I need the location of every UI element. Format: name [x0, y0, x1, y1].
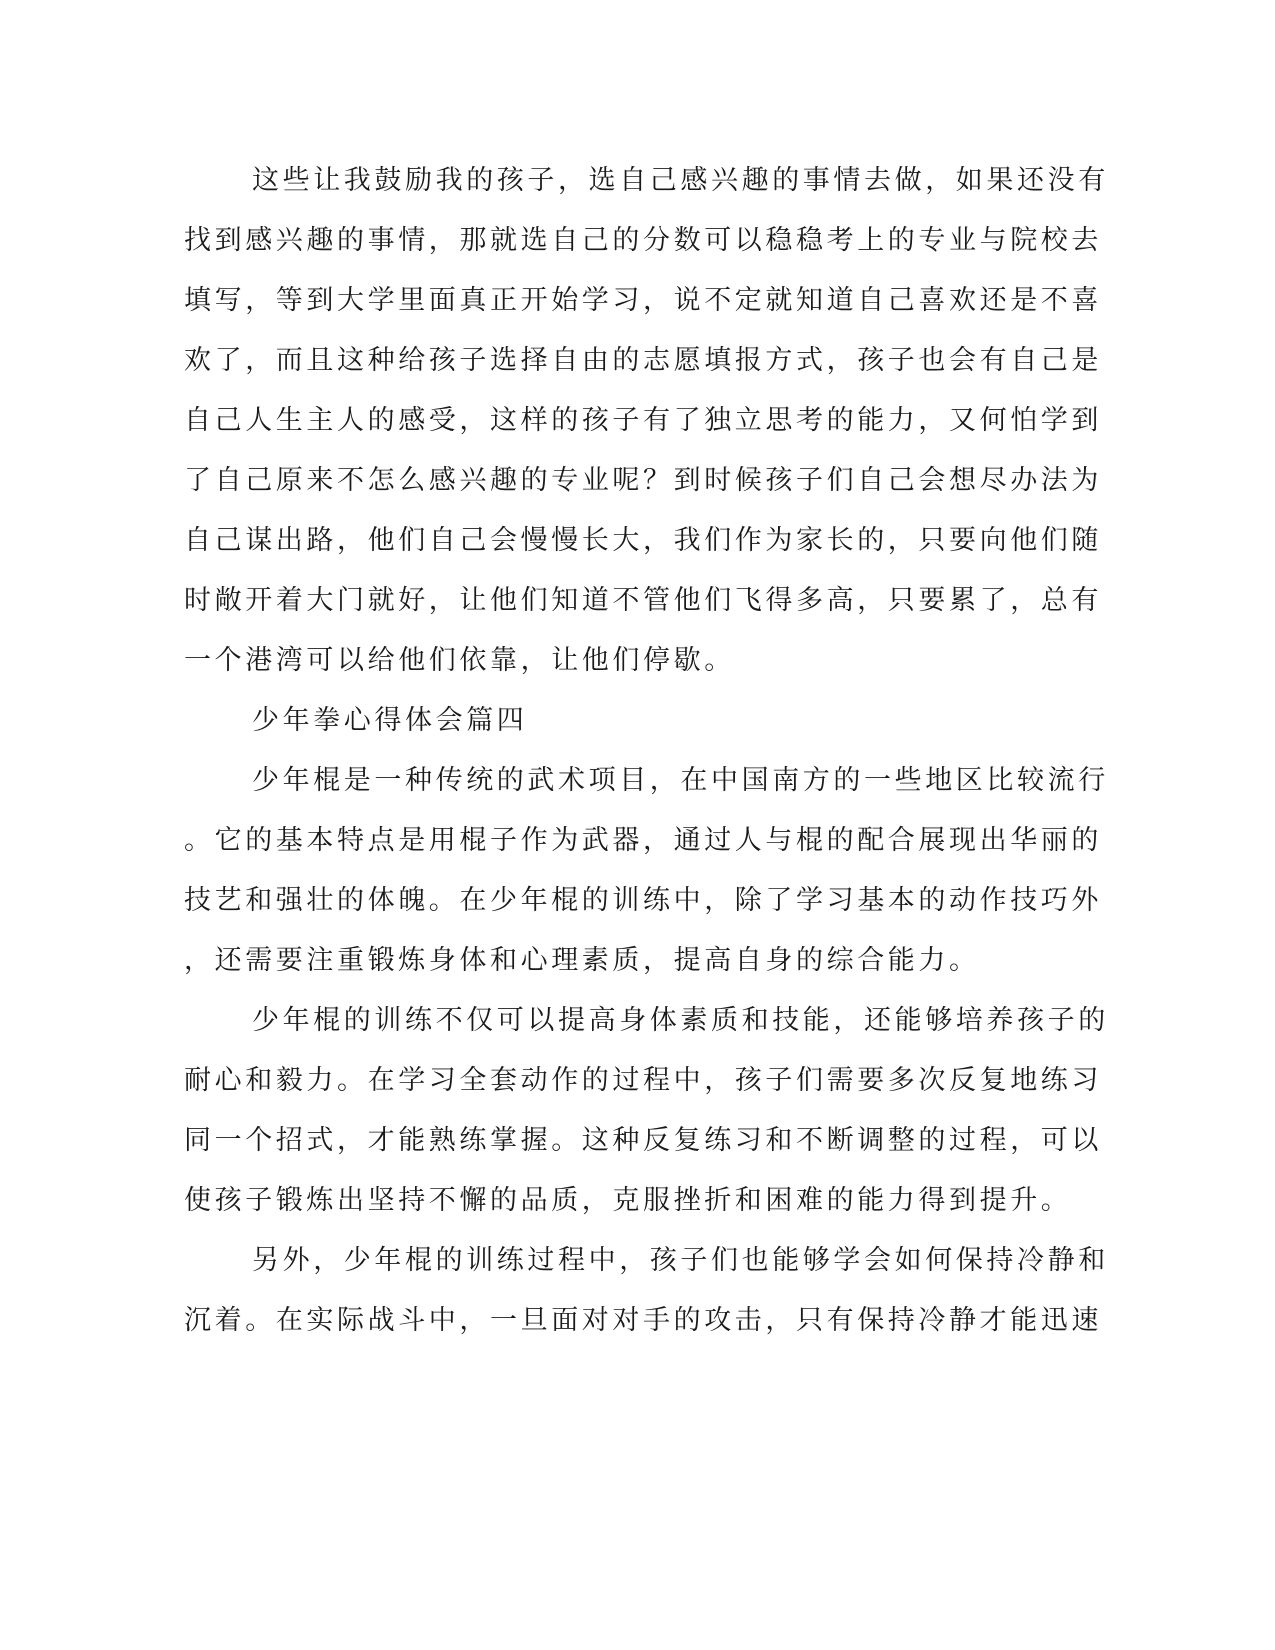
paragraph-line: 使孩子锻炼出坚持不懈的品质，克服挫折和困难的能力得到提升。	[184, 1185, 1072, 1216]
paragraph-line: 另外，少年棍的训练过程中，孩子们也能够学会如何保持冷静和	[252, 1245, 1109, 1276]
paragraph-line: 这些让我鼓励我的孩子，选自己感兴趣的事情去做，如果还没有	[252, 165, 1109, 196]
paragraph-line: 耐心和毅力。在学习全套动作的过程中，孩子们需要多次反复地练习	[184, 1065, 1102, 1096]
paragraph-line: 了自己原来不怎么感兴趣的专业呢？到时候孩子们自己会想尽办法为	[184, 465, 1102, 496]
paragraph-line: 技艺和强壮的体魄。在少年棍的训练中，除了学习基本的动作技巧外	[184, 885, 1102, 916]
paragraph-line: 时敞开着大门就好，让他们知道不管他们飞得多高，只要累了，总有	[184, 585, 1102, 616]
paragraph-line: 沉着。在实际战斗中，一旦面对对手的攻击，只有保持冷静才能迅速	[184, 1305, 1102, 1336]
paragraph-line: 少年棍的训练不仅可以提高身体素质和技能，还能够培养孩子的	[252, 1005, 1109, 1036]
paragraph-line: 找到感兴趣的事情，那就选自己的分数可以稳稳考上的专业与院校去	[184, 225, 1102, 256]
paragraph-line: 少年棍是一种传统的武术项目，在中国南方的一些地区比较流行	[252, 765, 1109, 796]
paragraph-line: 欢了，而且这种给孩子选择自由的志愿填报方式，孩子也会有自己是	[184, 345, 1102, 376]
paragraph-line: 同一个招式，才能熟练掌握。这种反复练习和不断调整的过程，可以	[184, 1125, 1102, 1156]
section-heading: 少年拳心得体会篇四	[252, 705, 528, 736]
paragraph-line: 填写，等到大学里面真正开始学习，说不定就知道自己喜欢还是不喜	[184, 285, 1102, 316]
paragraph-line: 自己谋出路，他们自己会慢慢长大，我们作为家长的，只要向他们随	[184, 525, 1102, 556]
paragraph-line: 。它的基本特点是用棍子作为武器，通过人与棍的配合展现出华丽的	[184, 825, 1102, 856]
paragraph-line: ，还需要注重锻炼身体和心理素质，提高自身的综合能力。	[184, 945, 980, 976]
paragraph-line: 自己人生主人的感受，这样的孩子有了独立思考的能力，又何怕学到	[184, 405, 1102, 436]
document-body	[184, 151, 1109, 1351]
paragraph-line: 一个港湾可以给他们依靠，让他们停歇。	[184, 645, 735, 676]
